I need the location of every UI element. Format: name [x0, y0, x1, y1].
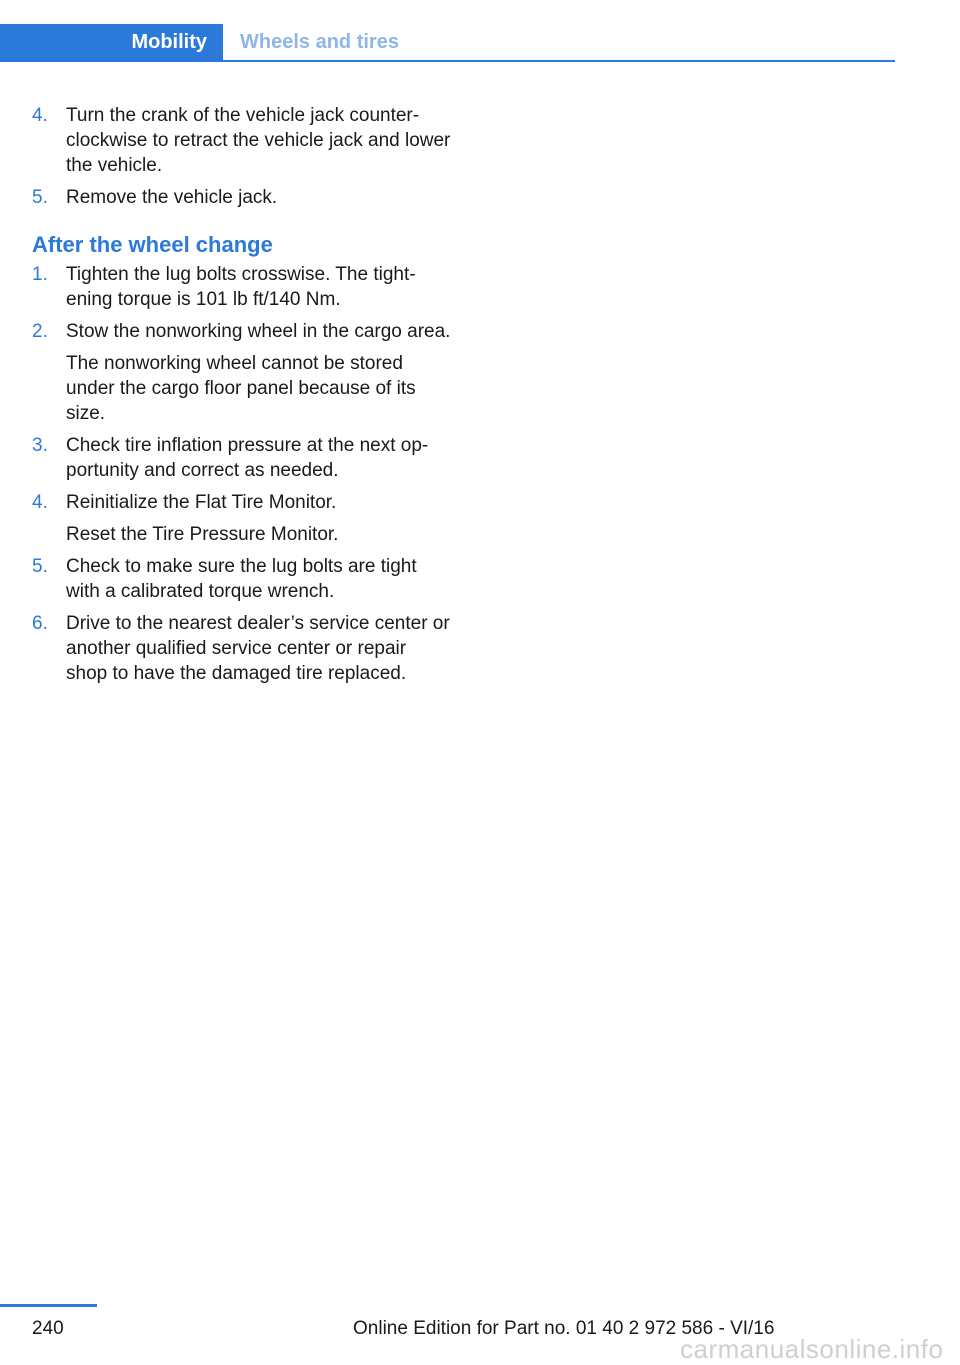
- step-number: 5.: [32, 556, 48, 577]
- list-item: [32, 262, 452, 312]
- page-header: [0, 24, 895, 62]
- header-divider: [0, 60, 895, 62]
- main-content: [32, 103, 452, 693]
- list-item: [32, 611, 452, 686]
- section-heading: After the wheel change: [32, 232, 273, 257]
- page-number: 240: [32, 1318, 64, 1339]
- list-item: [32, 103, 452, 178]
- step-number: 6.: [32, 613, 48, 634]
- step-text: Check to make sure the lug bolts are tight with a calibrated torque wrench.: [66, 556, 417, 602]
- step-number: 1.: [32, 264, 48, 285]
- list-item: [32, 185, 452, 210]
- edition-text: Online Edition for Part no. 01 40 2 972 586 - VI/16: [353, 1318, 775, 1339]
- step-list: [32, 262, 452, 686]
- watermark: carmanualsonline.info: [680, 1334, 944, 1364]
- section-label: Mobility: [131, 31, 207, 53]
- step-text: Reinitialize the Flat Tire Monitor.: [66, 492, 337, 513]
- step-number: 2.: [32, 321, 48, 342]
- step-number: 3.: [32, 435, 48, 456]
- list-item: [32, 490, 452, 547]
- step-number: 4.: [32, 492, 48, 513]
- footer-divider: [0, 1304, 97, 1307]
- step-text: Check tire inflation pressure at the next op-portunity and correct as needed.: [66, 435, 429, 481]
- step-number: 5.: [32, 187, 48, 208]
- step-text: Turn the crank of the vehicle jack counter-clockwise to retract the vehicle jack and lower the vehicle.: [66, 105, 451, 176]
- list-item: [32, 319, 452, 426]
- step-text: Drive to the nearest dealer’s service center or another qualified service center or repair shop to have the damaged tire replaced.: [66, 613, 450, 684]
- step-text: Remove the vehicle jack.: [66, 187, 278, 208]
- step-text: Stow the nonworking wheel in the cargo area.: [66, 321, 451, 342]
- step-text: Tighten the lug bolts crosswise. The tight-ening torque is 101 lb ft/140 Nm.: [66, 264, 416, 310]
- section-tab-mobility: [0, 24, 223, 61]
- intro-step-list: [32, 103, 452, 210]
- list-item: [32, 433, 452, 483]
- subsection-tab-wheels: [223, 24, 399, 61]
- step-text: Reset the Tire Pressure Monitor.: [66, 524, 339, 545]
- step-number: 4.: [32, 105, 48, 126]
- subsection-label: Wheels and tires: [240, 31, 399, 53]
- step-text: The nonworking wheel cannot be stored under the cargo floor panel because of its size.: [66, 353, 416, 424]
- list-item: [32, 554, 452, 604]
